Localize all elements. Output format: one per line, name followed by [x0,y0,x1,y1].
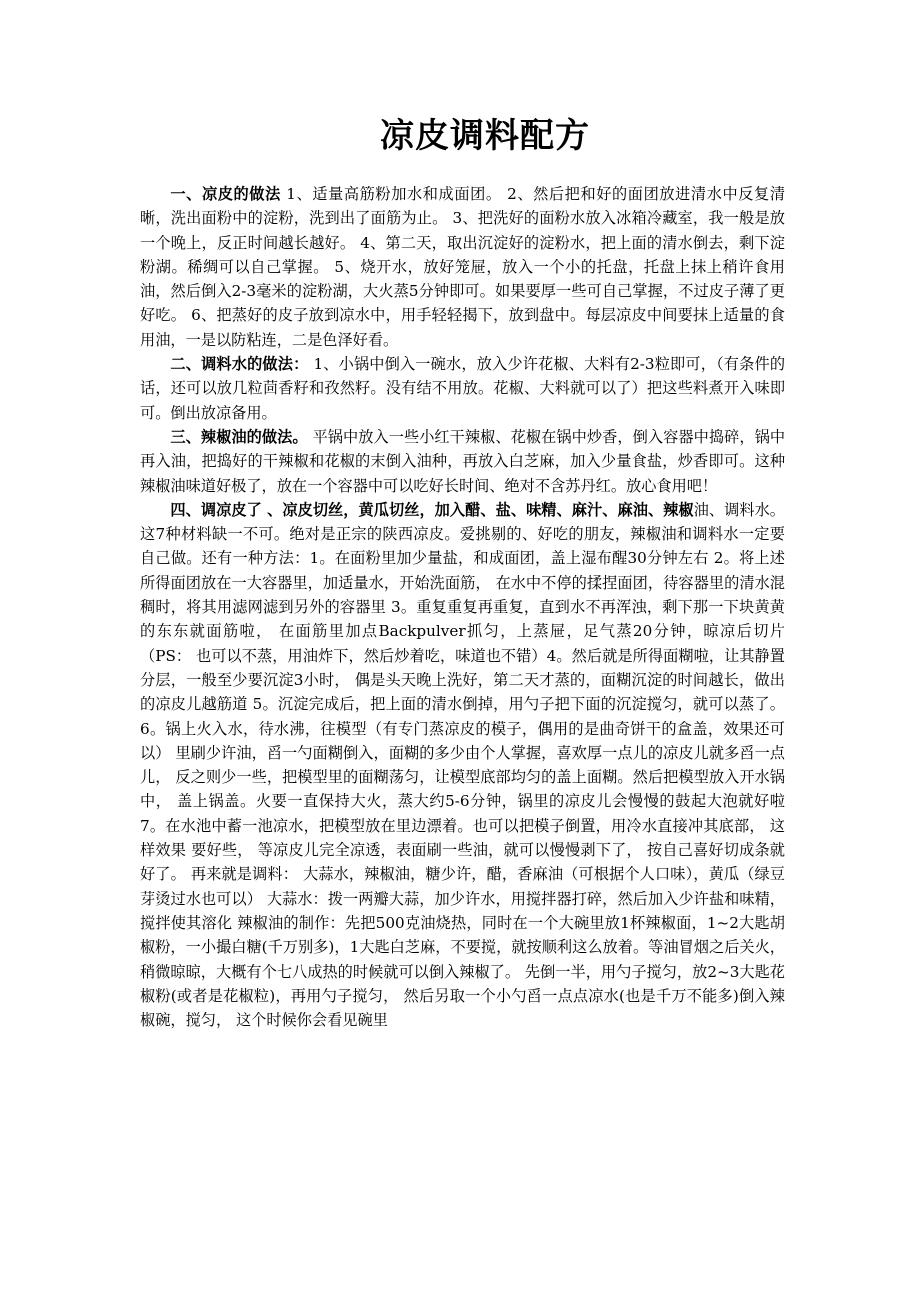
section-text: 1、适量高筋粉加水和成面团。 2、然后把和好的面团放进清水中反复清晰，洗出面粉中的淀粉，洗到出了面筋为止。 3、把洗好的面粉水放入冰箱冷藏室，我一般是放一个晚上，反正时间越长越好。 4、第二天，取出沉淀好的淀粉水，把上面的清水倒去，剩下淀粉湖。稀绸可以自己掌握。 5、烧开水，放好笼屉，放入一个小的托盘，托盘上抹上稍许食用油，然后倒入2-3毫米的淀粉湖，大火蒸5分钟即可。如果要厚一些可自己掌握，不过皮子薄了更好吃。 6、把蒸好的皮子放到凉水中，用手轻轻揭下，放到盘中。每层凉皮中间要抹上适量的食用油，一是以防粘连，二是色泽好看。 [140,185,786,349]
section-heading: 二、调料水的做法： [170,355,309,374]
section-mixing [140,498,785,1033]
document-body [140,182,785,1032]
section-heading: 一、凉皮的做法 [170,185,281,203]
section-text: 平锅中放入一些小红干辣椒、花椒在锅中炒香，倒入容器中捣碎，锅中再入油，把捣好的干辣椒和花椒的末倒入油种，再放入白芝麻，加入少量食盐，炒香即可。这种辣椒油味道好极了，放在一个容器中可以吃好长时间、绝对不含苏丹红。放心食用吧！ [140,427,786,495]
page-title: 凉皮调料配方 [380,116,590,156]
section-seasoning-water [140,352,785,425]
section-text: 1、小锅中倒入一碗水，放入少许花椒、大料有2-3粒即可，（有条件的话，还可以放几粒茴香籽和孜然籽。没有结不用放。花椒、大料就可以了）把这些料煮开入味即可。倒出放凉备用。 [140,355,786,422]
section-liangpi-method [140,182,785,352]
section-text: 油、调料水。这7种材料缺一不可。绝对是正宗的陕西凉皮。爱挑剔的、好吃的朋友，辣椒油和调料水一定要自己做。还有一种方法：1。在面粉里加少量盐，和成面团，盖上湿布醒30分钟左右 2。将上述所得面团放在一大容器里，加适量水，开始洗面筋， 在水中不停的揉捏面团，待容器里的清水混稠时，将其用滤网滤到另外的容器里 3。重复重复再重复，直到水不再浑浊，剩下那一下块黄黄的东东就面筋啦， 在面筋里加点Backpulver抓匀，上蒸屉，足气蒸20分钟，晾凉后切片 （PS： 也可以不蒸，用油炸下，然后炒着吃，味道也不错）4。然后就是所得面糊啦，让其静置分层，一般至少要沉淀3小时， 偶是头天晚上洗好，第二天才蒸的，面糊沉淀的时间越长，做出的凉皮儿越筋道 5。沉淀完成后，把上面的清水倒掉，用勺子把下面的沉淀搅匀，就可以蒸了。 6。锅上火入水，待水沸，往模型（有专门蒸凉皮的模子，偶用的是曲奇饼干的盒盖，效果还可以） 里刷少许油，舀一勺面糊倒入，面糊的多少由个人掌握，喜欢厚一点儿的凉皮儿就多舀一点儿， 反之则少一些，把模型里的面糊荡匀，让模型底部均匀的盖上面糊。然后把模型放入开水锅中， 盖上锅盖。火要一直保持大火，蒸大约5-6分钟，锅里的凉皮儿会慢慢的鼓起大泡就好啦 7。在水池中蓄一池凉水，把模型放在里边漂着。也可以把模子倒置，用冷水直接冲其底部， 这样效果 要好些， 等凉皮儿完全凉透，表面刷一些油，就可以慢慢剥下了， 按自己喜好切成条就好了。 再来就是调料： 大蒜水，辣椒油，糖少许，醋，香麻油（可根据个人口味），黄瓜（绿豆芽烫过水也可以） 大蒜水：拨一两瓣大蒜，加少许水，用搅拌器打碎，然后加入少许盐和味精，搅拌使其溶化 辣椒油的制作：先把500克油烧热，同时在一个大碗里放1杯辣椒面，1~2大匙胡椒粉，一小撮白糖(千万别多)，1大匙白芝麻，不要搅，就按顺利这么放着。等油冒烟之后关火，稍微晾晾，大概有个七八成热的时候就可以倒入辣椒了。 先倒一半，用勺子搅匀，放2~3大匙花椒粉(或者是花椒粒)，再用勺子搅匀， 然后另取一个小勺舀一点点凉水(也是千万不能多)倒入辣椒碗，搅匀， 这个时候你会看见碗里 [140,500,785,1030]
section-chili-oil [140,425,785,498]
section-heading: 三、辣椒油的做法。 [170,427,308,446]
section-heading: 四、调凉皮了 、凉皮切丝，黄瓜切丝，加入醋、盐、味精、麻汁、麻油、辣椒 [170,500,694,519]
